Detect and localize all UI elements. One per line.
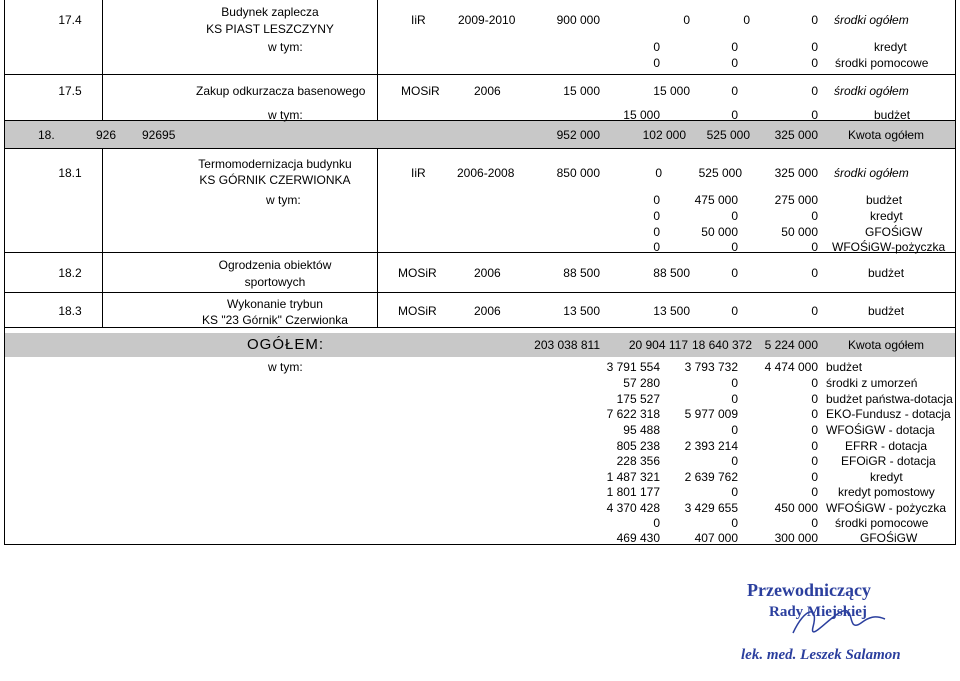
unit: IiR	[411, 166, 426, 180]
value-y2: 0	[731, 454, 738, 468]
value-y3: 0	[811, 209, 818, 223]
value-y3: 0	[811, 516, 818, 530]
lp-17-4: 17.4	[58, 13, 82, 27]
value-y1: 15 000	[653, 84, 690, 98]
value-y3: 450 000	[774, 501, 818, 515]
value-y2: 2 393 214	[684, 439, 738, 453]
value-y1: 102 000	[642, 128, 686, 142]
value-y3: 0	[811, 485, 818, 499]
value-y2: 0	[731, 516, 738, 530]
value-y2: 0	[731, 376, 738, 390]
value-y1: 0	[653, 209, 660, 223]
grand-total-label: OGÓŁEM:	[247, 336, 325, 353]
value-y3: 0	[811, 407, 818, 421]
value-y2: 0	[731, 56, 738, 70]
value-y3: 4 474 000	[764, 360, 818, 374]
value-y3: 0	[811, 13, 818, 27]
period: 2006	[474, 266, 501, 280]
value-y3: 0	[811, 240, 818, 254]
value-y1: 0	[683, 13, 690, 27]
value-y1: 0	[655, 166, 662, 180]
funding-source: kredyt	[874, 40, 907, 54]
funding-source: środki z umorzeń	[826, 376, 918, 390]
total: 15 000	[563, 84, 600, 98]
value-y3: 275 000	[774, 193, 818, 207]
lp-18-1: 18.1	[58, 166, 82, 180]
task-name-line1: Wykonanie trybun	[227, 297, 323, 311]
value-y1: 0	[653, 516, 660, 530]
period: 2006	[474, 84, 501, 98]
task-name-line2: sportowych	[244, 275, 306, 289]
value-y3: 0	[811, 56, 818, 70]
in-which-label: w tym:	[268, 40, 303, 54]
in-which-label: w tym:	[266, 193, 301, 207]
value-y1: 0	[653, 240, 660, 254]
funding-source: budżet	[868, 266, 905, 280]
value-y2: 3 793 732	[684, 360, 738, 374]
value-y3: 0	[811, 470, 818, 484]
value-y2: 0	[731, 40, 738, 54]
chairman-stamp	[735, 575, 925, 673]
unit: IiR	[411, 13, 426, 27]
funding-source: GFOŚiGW	[865, 225, 923, 239]
value-y2: 0	[731, 108, 738, 122]
funding-source: kredyt	[870, 470, 903, 484]
lp-18: 18.	[38, 128, 55, 142]
row-line	[4, 148, 956, 149]
value-y3: 0	[811, 304, 818, 318]
value-y1: 95 488	[623, 423, 660, 437]
task-name-line1: Termomodernizacja budynku	[198, 157, 352, 171]
task-name-line2: KS PIAST LESZCZYNY	[206, 22, 334, 36]
value-y3: 0	[811, 392, 818, 406]
funding-source: EFOiGR - dotacja	[841, 454, 936, 468]
value-y1: 0	[653, 193, 660, 207]
frame-right	[955, 0, 956, 545]
col-line-lp	[102, 149, 103, 327]
total: 850 000	[556, 166, 600, 180]
value-y3: 0	[811, 439, 818, 453]
value-y2: 0	[731, 84, 738, 98]
funding-source: WFOŚiGW - dotacja	[826, 423, 935, 437]
funding-source: budżet	[866, 193, 903, 207]
value-y1: 57 280	[623, 376, 660, 390]
chapter-code: 92695	[142, 128, 176, 142]
in-which-label: w tym:	[268, 360, 303, 374]
funding-source: budżet	[826, 360, 863, 374]
funding-source: środki pomocowe	[835, 516, 929, 530]
value-y1: 228 356	[616, 454, 660, 468]
funding-source: budżet	[868, 304, 905, 318]
period: 2006-2008	[457, 166, 515, 180]
funding-source: środki ogółem	[834, 13, 909, 27]
section-code: 926	[96, 128, 117, 142]
value-y1: 175 527	[616, 392, 660, 406]
value-y1: 469 430	[616, 531, 660, 545]
value-y2: 0	[743, 13, 750, 27]
value-y3: 0	[811, 266, 818, 280]
value-y3: 0	[811, 423, 818, 437]
row-line	[4, 292, 956, 293]
value-y2: 0	[731, 423, 738, 437]
value-y2: 0	[731, 392, 738, 406]
value-y3: 0	[811, 84, 818, 98]
period: 2009-2010	[458, 13, 516, 27]
value-y1: 15 000	[623, 108, 660, 122]
unit: MOSiR	[398, 304, 437, 318]
period: 2006	[474, 304, 501, 318]
funding-source: Kwota ogółem	[848, 128, 925, 142]
value-y1: 88 500	[653, 266, 690, 280]
frame-left	[4, 0, 5, 545]
value-y2: 2 639 762	[684, 470, 738, 484]
funding-source: kredyt	[870, 209, 903, 223]
value-y1: 13 500	[653, 304, 690, 318]
task-name-line1: Budynek zaplecza	[221, 5, 319, 19]
grand-total: 203 038 811	[534, 338, 600, 352]
stamp-line1: Przewodniczący	[747, 580, 871, 600]
funding-source: Kwota ogółem	[848, 338, 925, 352]
value-y3: 0	[811, 376, 818, 390]
col-line-lp	[102, 0, 103, 120]
funding-source: EFRR - dotacja	[845, 439, 928, 453]
lp-18-3: 18.3	[58, 304, 82, 318]
value-y3: 0	[811, 40, 818, 54]
total: 88 500	[563, 266, 600, 280]
funding-source: środki ogółem	[834, 84, 909, 98]
value-y1: 1 487 321	[606, 470, 660, 484]
value-y3: 0	[811, 108, 818, 122]
value-y1: 0	[653, 56, 660, 70]
grand-total-y1: 20 904 117	[628, 338, 688, 352]
value-y3: 50 000	[781, 225, 818, 239]
value-y3: 300 000	[774, 531, 818, 545]
funding-source: EKO-Fundusz - dotacja	[826, 407, 951, 421]
value-y1: 0	[653, 40, 660, 54]
value-y3: 325 000	[774, 166, 818, 180]
task-name-line2: KS GÓRNIK CZERWIONKA	[199, 173, 351, 187]
unit: MOSiR	[398, 266, 437, 280]
value-y1: 4 370 428	[606, 501, 660, 515]
value-y2: 3 429 655	[684, 501, 738, 515]
funding-source: GFOŚiGW	[860, 531, 918, 545]
value-y2: 0	[731, 485, 738, 499]
total: 952 000	[556, 128, 600, 142]
funding-source: środki ogółem	[834, 166, 909, 180]
value-y2: 525 000	[698, 166, 742, 180]
task-name: Zakup odkurzacza basenowego	[196, 84, 366, 98]
value-y1: 0	[653, 225, 660, 239]
row-line	[4, 327, 956, 328]
value-y1: 805 238	[616, 439, 660, 453]
stamp-graphic	[735, 575, 925, 673]
task-name-line1: Ogrodzenia obiektów	[218, 258, 332, 272]
row-line	[4, 74, 956, 75]
value-y2: 475 000	[694, 193, 738, 207]
total: 13 500	[563, 304, 600, 318]
funding-source: WFOŚiGW - pożyczka	[826, 501, 947, 515]
stamp-line3: lek. med. Leszek Salamon	[741, 647, 901, 663]
value-y2: 5 977 009	[684, 407, 738, 421]
task-name-line2: KS "23 Górnik" Czerwionka	[202, 313, 348, 327]
stamp-line2: Rady Miejskiej	[769, 604, 867, 620]
value-y2: 0	[731, 304, 738, 318]
grand-total-y3: 5 224 000	[764, 338, 818, 352]
lp-18-2: 18.2	[58, 266, 82, 280]
value-y2: 407 000	[694, 531, 738, 545]
value-y1: 1 801 177	[606, 485, 660, 499]
funding-source: kredyt pomostowy	[838, 485, 935, 499]
value-y1: 7 622 318	[606, 407, 660, 421]
lp-17-5: 17.5	[58, 84, 82, 98]
value-y2: 0	[731, 266, 738, 280]
value-y2: 50 000	[701, 225, 738, 239]
grand-total-y2: 18 640 372	[691, 338, 752, 352]
funding-source: budżet	[874, 108, 911, 122]
funding-source: WFOŚiGW-pożyczka	[832, 240, 946, 254]
value-y2: 0	[731, 209, 738, 223]
value-y3: 0	[811, 454, 818, 468]
funding-source: środki pomocowe	[835, 56, 929, 70]
value-y1: 3 791 554	[606, 360, 660, 374]
value-y2: 525 000	[706, 128, 750, 142]
value-y2: 0	[731, 240, 738, 254]
value-y3: 325 000	[774, 128, 818, 142]
total: 900 000	[556, 13, 600, 27]
funding-source: budżet państwa-dotacja	[826, 392, 953, 406]
in-which-label: w tym:	[268, 108, 303, 122]
unit: MOSiR	[401, 84, 440, 98]
